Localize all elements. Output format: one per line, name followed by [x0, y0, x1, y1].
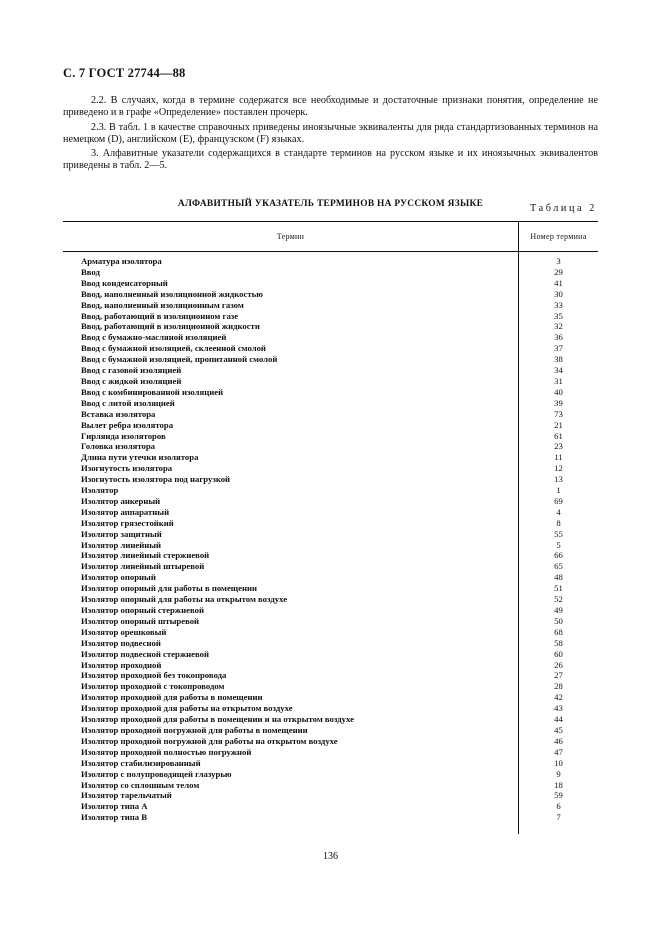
table-row: [63, 387, 598, 398]
term-number-cell: 58: [554, 637, 563, 648]
term-cell: Ввод с бумажно-масляной изоляцией: [81, 332, 227, 343]
term-cell: Ввод с литой изоляцией: [81, 397, 175, 408]
term-index-rows: [63, 256, 598, 823]
term-number-cell: 31: [554, 375, 563, 386]
table-title: АЛФАВИТНЫЙ УКАЗАТЕЛЬ ТЕРМИНОВ НА РУССКОМ ЯЗЫКЕ: [177, 199, 484, 209]
term-cell: Изолятор проходной погружной для работы в помещении: [81, 724, 308, 735]
term-cell: Изолятор опорный для работы в помещении: [81, 583, 258, 594]
table-row: [63, 627, 598, 638]
term-number-cell: 3: [556, 256, 561, 266]
term-cell: Ввод с бумажной изоляцией, пропитанной смолой: [81, 354, 278, 365]
term-number-cell: 69: [554, 495, 563, 506]
table-row: [63, 321, 598, 332]
term-number-cell: 29: [554, 266, 563, 277]
term-cell: Изолятор опорный: [81, 572, 156, 583]
table-row: [63, 561, 598, 572]
term-cell: Изолятор проходной для работы на открытом воздухе: [81, 703, 293, 714]
term-number-cell: 27: [554, 670, 563, 681]
term-number-cell: 39: [554, 397, 563, 408]
table-row: [63, 801, 598, 812]
term-number-cell: 30: [554, 288, 563, 299]
term-cell: Ввод конденсаторный: [81, 277, 168, 288]
table-row: [63, 365, 598, 376]
term-number-cell: 61: [554, 430, 563, 441]
term-cell: Изолятор проходной без токопровода: [81, 670, 227, 681]
term-number-cell: 66: [554, 550, 563, 561]
term-cell: Головка изолятора: [81, 441, 155, 452]
term-number-cell: 73: [554, 408, 563, 419]
term-cell: Изолятор опорный для работы на открытом воздухе: [81, 594, 288, 605]
term-number-cell: 40: [554, 386, 563, 397]
page-number: 136: [323, 851, 338, 862]
term-cell: Изолятор орешковый: [81, 626, 167, 637]
term-cell: Изолятор проходной для работы в помещении и на открытом воздухе: [81, 714, 354, 725]
term-number-cell: 21: [554, 419, 563, 430]
term-number-cell: 8: [556, 517, 561, 528]
table-row: [63, 332, 598, 343]
table-row: [63, 540, 598, 551]
table-row: [63, 529, 598, 540]
table-row: [63, 474, 598, 485]
term-number-cell: 47: [554, 746, 563, 757]
term-cell: Изолятор линейный: [81, 539, 162, 550]
term-cell: Изолятор подвесной стержневой: [81, 648, 209, 659]
term-cell: Изолятор: [81, 485, 119, 496]
table-row: [63, 660, 598, 671]
table-row: [63, 420, 598, 431]
term-number-cell: 50: [554, 615, 563, 626]
term-number-cell: 45: [554, 724, 563, 735]
term-number-cell: 35: [554, 310, 563, 321]
term-number-cell: 37: [554, 343, 563, 354]
table-row: [63, 692, 598, 703]
term-cell: Ввод, наполненный изоляционным газом: [81, 299, 244, 310]
term-cell: Изолятор линейный штыревой: [81, 561, 205, 572]
term-number-cell: 44: [554, 714, 563, 725]
table-row: [63, 670, 598, 681]
term-cell: Изолятор типа В: [81, 812, 148, 823]
table-row: [63, 703, 598, 714]
term-cell: Изолятор проходной полностью погружной: [81, 746, 252, 757]
table-row: [63, 300, 598, 311]
term-number-cell: 28: [554, 681, 563, 692]
term-cell: Длина пути утечки изолятора: [81, 452, 199, 463]
table-row: [63, 681, 598, 692]
column-header-number: Номер термина: [530, 232, 587, 241]
term-number-cell: 1: [556, 485, 561, 496]
term-cell: Ввод, работающий в изоляционном газе: [81, 310, 239, 321]
table-row: [63, 812, 598, 823]
table-row: [63, 311, 598, 322]
term-number-cell: 10: [554, 757, 563, 768]
term-number-cell: 9: [556, 768, 561, 779]
term-number-cell: 55: [554, 528, 563, 539]
table-row: [63, 398, 598, 409]
term-number-cell: 6: [556, 801, 561, 812]
table-row: [63, 780, 598, 791]
term-cell: Вылет ребра изолятора: [81, 419, 174, 430]
term-cell: Ввод с газовой изоляцией: [81, 365, 182, 376]
term-cell: Гирлянда изоляторов: [81, 430, 166, 441]
term-cell: Ввод: [81, 266, 100, 277]
table-label: Таблица 2: [530, 203, 597, 214]
term-number-cell: 32: [554, 321, 563, 332]
term-number-cell: 18: [554, 779, 563, 790]
term-cell: Изолятор опорный штыревой: [81, 615, 200, 626]
term-number-cell: 59: [554, 790, 563, 801]
term-cell: Изогнутость изолятора: [81, 463, 173, 474]
table-row: [63, 725, 598, 736]
term-cell: Изолятор аппаратный: [81, 506, 170, 517]
table-row: [63, 441, 598, 452]
table-row: [63, 267, 598, 278]
term-number-cell: 36: [554, 332, 563, 343]
term-number-cell: 65: [554, 561, 563, 572]
table-row: [63, 452, 598, 463]
table-row: [63, 354, 598, 365]
table-row: [63, 747, 598, 758]
term-cell: Изолятор опорный стержневой: [81, 605, 204, 615]
term-cell: Изолятор подвесной: [81, 637, 161, 648]
table-row: [63, 256, 598, 267]
term-cell: Изолятор проходной с токопроводом: [81, 681, 225, 692]
term-cell: Изолятор анкерный: [81, 495, 161, 506]
term-cell: Ввод, наполненный изоляционной жидкостью: [81, 288, 263, 299]
table-row: [63, 638, 598, 649]
paragraph-2-2: 2.2. В случаях, когда в термине содержатся все необходимые и достаточные признаки понятия, определение не приведено и в графе «Определение» поставлен прочерк.: [63, 95, 598, 119]
term-number-cell: 49: [554, 605, 563, 615]
term-cell: Изолятор проходной погружной для работы на открытом воздухе: [81, 735, 338, 746]
term-cell: Изолятор грязестойкий: [81, 517, 174, 528]
table-row: [63, 409, 598, 420]
term-cell: Изогнутость изолятора под нагрузкой: [81, 474, 231, 485]
table-row: [63, 289, 598, 300]
term-number-cell: 23: [554, 441, 563, 452]
term-cell: Изолятор с полупроводящей глазурью: [81, 768, 232, 779]
table-row: [63, 278, 598, 289]
table-row: [63, 507, 598, 518]
term-cell: Изолятор тарельчатый: [81, 790, 172, 801]
term-cell: Изолятор проходной для работы в помещении: [81, 692, 263, 703]
table-row: [63, 736, 598, 747]
term-cell: Вставка изолятора: [81, 408, 156, 419]
term-cell: Изолятор линейный стержневой: [81, 550, 210, 561]
page-header: С. 7 ГОСТ 27744—88: [63, 66, 186, 80]
table-row: [63, 583, 598, 594]
table-row: [63, 485, 598, 496]
paragraph-2-3: 2.3. В табл. 1 в качестве справочных приведены иноязычные эквиваленты для ряда стандартизованных терминов на немецком (D), английском (E), французском (F) языках.: [63, 122, 598, 146]
table-row: [63, 431, 598, 442]
term-cell: Ввод с комбинированной изоляцией: [81, 386, 224, 397]
table-row: [63, 649, 598, 660]
term-number-cell: 48: [554, 572, 563, 583]
term-number-cell: 46: [554, 735, 563, 746]
table-row: [63, 594, 598, 605]
table-row: [63, 343, 598, 354]
term-number-cell: 12: [554, 463, 563, 474]
table-row: [63, 518, 598, 529]
term-cell: Изолятор защитный: [81, 528, 162, 539]
table-row: [63, 376, 598, 387]
term-cell: Изолятор стабилизированный: [81, 757, 201, 768]
term-number-cell: 34: [554, 365, 563, 376]
term-number-cell: 13: [554, 474, 563, 485]
table-row: [63, 616, 598, 627]
term-number-cell: 51: [554, 583, 563, 594]
column-header-term: Термин: [276, 232, 305, 241]
term-number-cell: 33: [554, 299, 563, 310]
term-number-cell: 68: [554, 626, 563, 637]
table-row: [63, 790, 598, 801]
table-row: [63, 572, 598, 583]
term-number-cell: 5: [556, 539, 561, 550]
term-number-cell: 38: [554, 354, 563, 365]
term-cell: Изолятор проходной: [81, 659, 162, 670]
term-number-cell: 11: [554, 452, 563, 463]
table-row: [63, 758, 598, 769]
term-number-cell: 4: [556, 506, 561, 517]
term-cell: Изолятор типа А: [81, 801, 148, 812]
term-number-cell: 41: [554, 277, 563, 288]
table-row: [63, 550, 598, 561]
term-number-cell: 43: [554, 703, 563, 714]
table-row: [63, 605, 598, 616]
term-cell: Изолятор со сплошным телом: [81, 779, 200, 790]
term-number-cell: 42: [554, 692, 563, 703]
term-number-cell: 7: [556, 812, 561, 823]
term-number-cell: 26: [554, 659, 563, 670]
term-cell: Ввод с бумажной изоляцией, склеенной смолой: [81, 343, 266, 354]
term-number-cell: 52: [554, 594, 563, 605]
term-number-cell: 60: [554, 648, 563, 659]
paragraph-3: 3. Алфавитные указатели содержащихся в стандарте терминов на русском языке и их иноязычных эквивалентов приведены в табл. 2—5.: [63, 148, 598, 172]
term-cell: Ввод с жидкой изоляцией: [81, 375, 182, 386]
term-cell: Арматура изолятора: [81, 256, 162, 266]
term-cell: Ввод, работающий в изоляционной жидкости: [81, 321, 260, 332]
table-row: [63, 714, 598, 725]
table-row: [63, 496, 598, 507]
table-row: [63, 769, 598, 780]
table-row: [63, 463, 598, 474]
